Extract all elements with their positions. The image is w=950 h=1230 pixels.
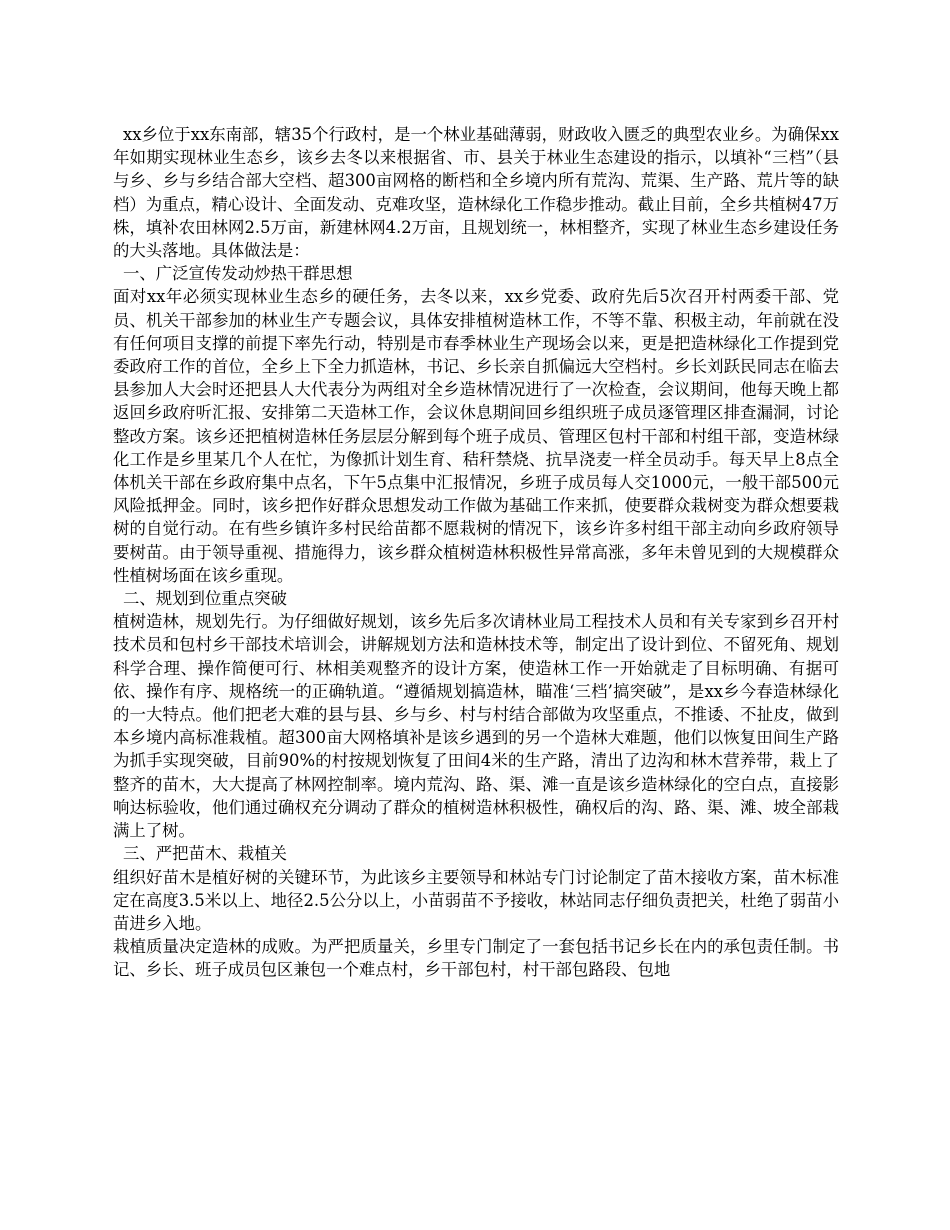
section-2-paragraph: 植树造林，规划先行。为仔细做好规划，该乡先后多次请林业局工程技术人员和有关专家到乡召开村技术员和包村乡干部技术培训会，讲解规划方法和造林技术等，制定出了设计到位、不留死角、规划科学合理、操作简便可行、林相美观整齐的设计方案，使造林工作一开始就走了目标明确、有据可依、操作有序、规格统一的正确轨道。“遵循规划搞造林，瞄准‘三档’搞突破”，是xx乡今春造林绿化的一大特点。他们把老大难的县与县、乡与乡、村与村结合部做为攻坚重点，不推诿、不扯皮，做到本乡境内高标准栽植。超300亩大网格填补是该乡遇到的另一个造林大难题，他们以恢复田间生产路为抓手实现突破，目前90%的村按规划恢复了田间4米的生产路，清出了边沟和林木营养带，栽上了整齐的苗木，大大提高了林网控制率。境内荒沟、路、渠、滩一直是该乡造林绿化的空白点，直接影响达标验收，他们通过确权充分调动了群众的植树造林积极性，确权后的沟、路、渠、滩、坡全部栽满上了树。 bbox=[113, 612, 839, 841]
section-3-paragraph: 组织好苗木是植好树的关键环节，为此该乡主要领导和林站专门讨论制定了苗木接收方案，苗木标准定在高度3.5米以上、地径2.5公分以上，小苗弱苗不予接收，林站同志仔细负责把关，杜绝了弱苗小苗进乡入地。 bbox=[113, 867, 839, 933]
section-heading-3: 三、严把苗木、栽植关 bbox=[123, 844, 287, 864]
section-heading-2: 二、规划到位重点突破 bbox=[123, 589, 287, 609]
section-3-paragraph-2: 栽植质量决定造林的成败。为严把质量关，乡里专门制定了一套包括书记乡长在内的承包责任制。书记、乡长、班子成员包区兼包一个难点村，乡干部包村，村干部包路段、包地 bbox=[113, 937, 839, 980]
intro-paragraph: xx乡位于xx东南部，辖35个行政村，是一个林业基础薄弱，财政收入匮乏的典型农业乡。为确保xx年如期实现林业生态乡，该乡去冬以来根据省、市、县关于林业生态建设的指示，以填补“三档”（县与乡、乡与乡结合部大空档、超300亩网格的断档和全乡境内所有荒沟、荒渠、生产路、荒片等的缺档）为重点，精心设计、全面发动、克难攻坚，造林绿化工作稳步推动。截止目前，全乡共植树47万株，填补农田林网2.5万亩，新建林网4.2万亩，且规划统一，林相整齐，实现了林业生态乡建设任务的大头落地。具体做法是： bbox=[113, 125, 839, 261]
document-page bbox=[113, 123, 839, 982]
section-heading-1: 一、广泛宣传发动炒热干群思想 bbox=[123, 264, 353, 284]
section-1-paragraph: 面对xx年必须实现林业生态乡的硬任务，去冬以来，xx乡党委、政府先后5次召开村两委干部、党员、机关干部参加的林业生产专题会议，具体安排植树造林工作，不等不靠、积极主动，年前就在没有任何项目支撑的前提下率先行动，特别是市春季林业生产现场会以来，更是把造林绿化工作提到党委政府工作的首位，全乡上下全力抓造林，书记、乡长亲自抓偏远大空档村。乡长刘跃民同志在临去县参加人大会时还把县人大代表分为两组对全乡造林情况进行了一次检查，会议期间，他每天晚上都返回乡政府听汇报、安排第二天造林工作，会议休息期间回乡组织班子成员逐管理区排查漏洞，讨论整改方案。该乡还把植树造林任务层层分解到每个班子成员、管理区包村干部和村组干部，变造林绿化工作是乡里某几个人在忙，为像抓计划生育、秸秆禁烧、抗旱浇麦一样全员动手。每天早上8点全体机关干部在乡政府集中点名，下午5点集中汇报情况，乡班子成员每人交1000元，一般干部500元风险抵押金。同时，该乡把作好群众思想发动工作做为基础工作来抓，使要群众栽树变为群众想要栽树的自觉行动。在有些乡镇许多村民给苗都不愿栽树的情况下，该乡许多村组干部主动向乡政府领导要树苗。由于领导重视、措施得力，该乡群众植树造林积极性异常高涨，多年未曾见到的大规模群众性植树场面在该乡重现。 bbox=[113, 287, 839, 585]
